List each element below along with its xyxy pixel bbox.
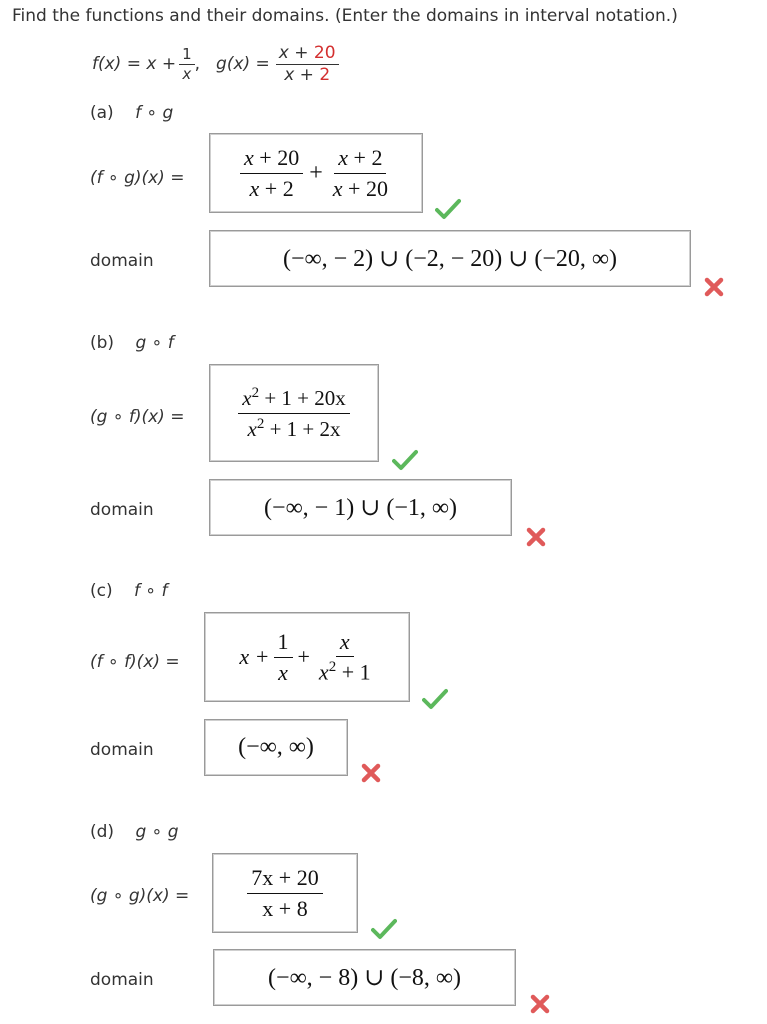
f-fraction <box>179 46 195 82</box>
part-a-domain-label: domain <box>90 251 154 271</box>
f-definition-label: f(x) = x + <box>92 54 177 75</box>
part-b-domain-label: domain <box>90 500 154 520</box>
denominator: $x^2 + 1$ <box>318 659 371 685</box>
checkmark-icon <box>392 449 418 471</box>
part-c-function-label: (f ∘ f)(x) = <box>90 652 180 672</box>
plus-operator: + <box>297 644 310 669</box>
part-composition: g ∘ f <box>135 333 174 353</box>
part-c-header <box>90 581 167 601</box>
part-d-domain-answer-box[interactable] <box>213 949 516 1006</box>
term-fraction <box>274 629 293 685</box>
part-letter: (b) <box>90 333 115 353</box>
part-a-function-answer-box[interactable] <box>209 133 423 213</box>
part-c-domain-label: domain <box>90 740 154 760</box>
numerator: x + 2 <box>334 145 386 173</box>
part-a-domain-answer-box[interactable] <box>209 230 691 287</box>
term-fraction <box>315 629 375 685</box>
part-d-domain-label: domain <box>90 970 154 990</box>
part-d-function-answer-box[interactable] <box>212 853 358 933</box>
numerator: x + 20 <box>240 145 303 173</box>
part-composition: f ∘ g <box>135 103 174 123</box>
part-letter: (a) <box>90 103 114 123</box>
part-composition: f ∘ f <box>134 581 168 601</box>
part-d-header <box>90 822 179 842</box>
part-d-function-label: (g ∘ g)(x) = <box>90 886 190 906</box>
part-b-header <box>90 333 174 353</box>
part-letter: (c) <box>90 581 113 601</box>
part-composition: g ∘ g <box>135 822 179 842</box>
f-numerator: 1 <box>179 46 195 65</box>
given-functions <box>92 44 339 84</box>
part-c-function-answer-box[interactable] <box>204 612 410 702</box>
denominator: x <box>278 659 288 685</box>
instructions: Find the functions and their domains. (Enter the domains in interval notation.) <box>12 6 678 26</box>
domain-value: (−∞, ∞) <box>238 734 314 760</box>
term-fraction <box>240 145 303 201</box>
g-denominator: x + 2 <box>284 64 331 85</box>
denominator: x + 2 <box>249 175 294 201</box>
f-denominator: x <box>182 64 192 83</box>
part-c-domain-answer-box[interactable] <box>204 719 348 776</box>
part-letter: (d) <box>90 822 115 842</box>
numerator: 1 <box>274 629 293 657</box>
checkmark-icon <box>371 918 397 940</box>
plus-operator: + <box>309 159 323 186</box>
denominator: x + 20 <box>332 175 388 201</box>
answer-fraction <box>247 865 322 921</box>
domain-value: (−∞, − 1) ∪ (−1, ∞) <box>264 495 457 521</box>
numerator: 7x + 20 <box>247 865 322 893</box>
checkmark-icon <box>435 198 461 220</box>
cross-icon <box>358 762 384 784</box>
denominator: $x^2 + 1 + 2x$ <box>247 415 341 441</box>
separator: , <box>194 54 201 75</box>
g-definition-label: g(x) = <box>216 54 270 75</box>
numerator: x <box>336 629 354 657</box>
domain-value: (−∞, − 2) ∪ (−2, − 20) ∪ (−20, ∞) <box>282 246 618 272</box>
cross-icon <box>527 993 553 1015</box>
part-a-header <box>90 103 173 123</box>
term-fraction <box>329 145 392 201</box>
checkmark-icon <box>422 688 448 710</box>
part-b-function-answer-box[interactable] <box>209 364 379 462</box>
g-numerator: x + 20 <box>276 44 339 65</box>
cross-icon <box>523 526 549 548</box>
lead-term: x + <box>239 644 270 669</box>
numerator: $x^2 + 1 + 20x$ <box>238 385 350 413</box>
part-a-function-label: (f ∘ g)(x) = <box>90 168 185 188</box>
domain-value: (−∞, − 8) ∪ (−8, ∞) <box>268 965 461 991</box>
denominator: x + 8 <box>262 895 308 921</box>
part-b-function-label: (g ∘ f)(x) = <box>90 407 185 427</box>
g-fraction <box>276 44 339 84</box>
answer-fraction <box>238 385 350 440</box>
part-b-domain-answer-box[interactable] <box>209 479 512 536</box>
cross-icon <box>701 276 727 298</box>
